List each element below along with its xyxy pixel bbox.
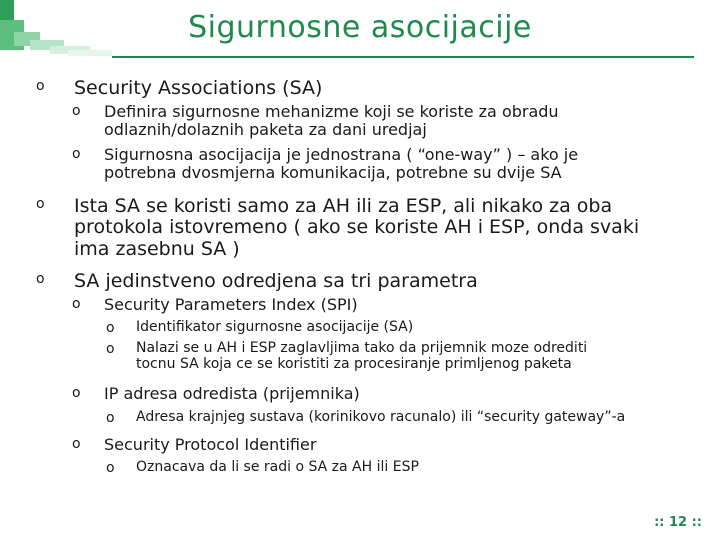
- slide-title: Sigurnosne asocijacije: [188, 10, 532, 45]
- bullet-text: SA jedinstveno odredjena sa tri parametra: [74, 270, 478, 292]
- bullet-text: Security Protocol Identifier: [104, 435, 317, 454]
- bullet-item: o Oznacava da li se radi o SA za AH ili ESP: [106, 459, 419, 476]
- bullet-item: o Identifikator sigurnosne asocijacije (SA): [106, 319, 414, 336]
- bullet-text: Adresa krajnjeg sustava (korinikovo racunalo) ili “security gateway”-a: [136, 409, 626, 425]
- bullet-item: o Security Associations (SA): [36, 77, 323, 99]
- bullet-item: o Adresa krajnjeg sustava (korinikovo racunalo) ili “security gateway”-a: [106, 409, 626, 426]
- bullet-text: Ista SA se koristi samo za AH ili za ESP, ali nikako za oba protokola istovremeno ( ako se koriste AH i ESP, onda svaki ima zasebnu SA ): [74, 195, 640, 260]
- bullet-text: Nalazi se u AH i ESP zaglavljima tako da prijemnik moze odrediti tocnu SA koja ce se koristiti za procesiranje primljenog paketa: [136, 340, 588, 372]
- bullet-text: Security Parameters Index (SPI): [104, 295, 358, 314]
- page-number: :: 12 ::: [654, 515, 702, 530]
- bullet-item: o Security Protocol Identifier: [72, 435, 317, 454]
- bullet-text: Definira sigurnosne mehanizme koji se koriste za obradu odlaznih/dolaznih paketa za dani uredjaj: [104, 102, 559, 139]
- bullet-text: IP adresa odredista (prijemnika): [104, 384, 360, 403]
- bullet-item: o Definira sigurnosne mehanizme koji se koriste za obradu odlaznih/dolaznih paketa za dani uredjaj: [72, 103, 632, 139]
- bullet-text: Oznacava da li se radi o SA za AH ili ESP: [136, 459, 419, 475]
- bullet-item: o Security Parameters Index (SPI): [72, 295, 358, 314]
- bullet-text: Identifikator sigurnosne asocijacije (SA): [136, 319, 414, 335]
- bullet-item: o Ista SA se koristi samo za AH ili za ESP, ali nikako za oba protokola istovremeno ( ako se koriste AH i ESP, onda svaki ima zasebnu SA ): [36, 196, 656, 260]
- bullet-item: o IP adresa odredista (prijemnika): [72, 384, 360, 403]
- bullet-text: Sigurnosna asocijacija je jednostrana ( “one-way” ) – ako je potrebna dvosmjerna komunikacija, potrebne su dvije SA: [104, 145, 579, 182]
- bullet-text: Security Associations (SA): [74, 77, 323, 99]
- bullet-item: o Sigurnosna asocijacija je jednostrana ( “one-way” ) – ako je potrebna dvosmjerna komunikacija, potrebne su dvije SA: [72, 146, 632, 182]
- bullet-item: o Nalazi se u AH i ESP zaglavljima tako da prijemnik moze odrediti tocnu SA koja ce se koristiti za procesiranje primljenog paketa: [106, 341, 626, 372]
- bullet-item: o SA jedinstveno odredjena sa tri parametra: [36, 270, 478, 292]
